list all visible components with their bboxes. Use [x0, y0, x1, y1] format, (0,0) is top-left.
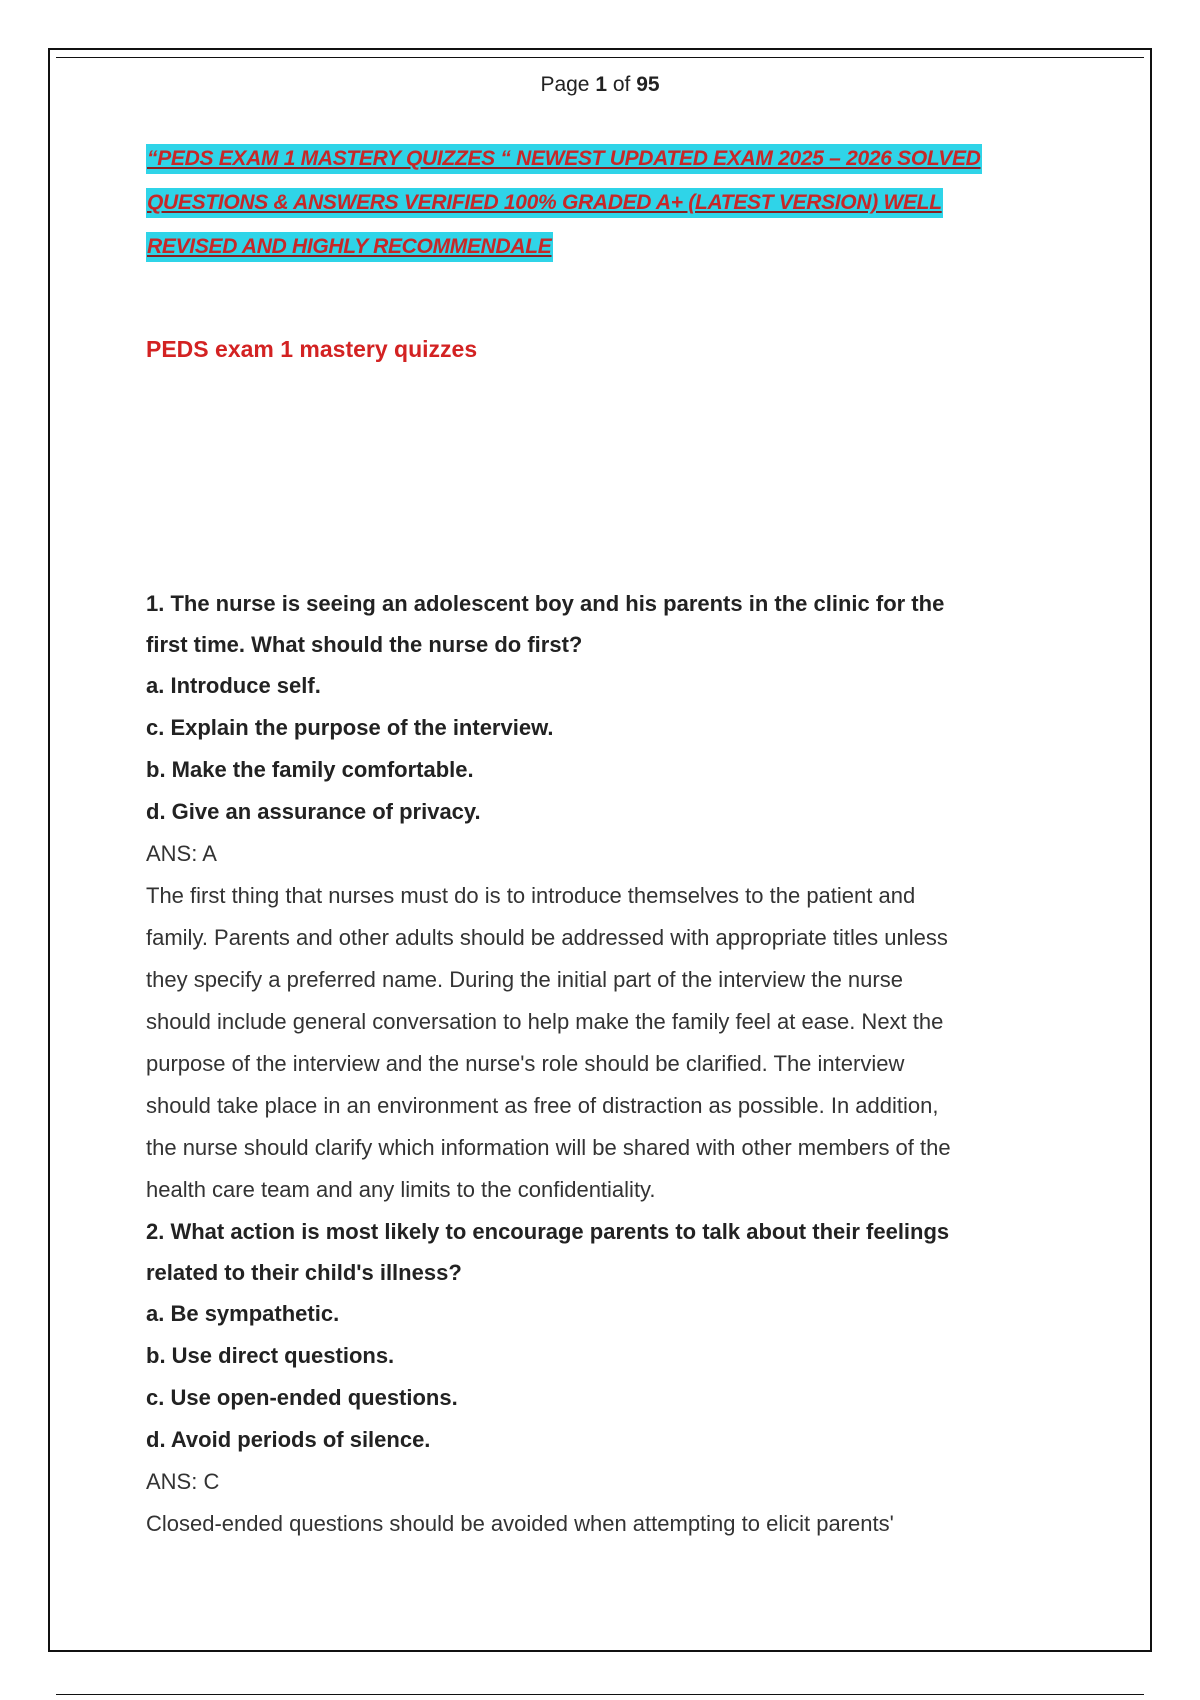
- explanation-line: The first thing that nurses must do is to introduce themselves to the patient and: [146, 883, 916, 908]
- explanation-line: they specify a preferred name. During the initial part of the interview the nurse: [146, 967, 903, 992]
- explanation-line: purpose of the interview and the nurse's role should be clarified. The interview: [146, 1051, 905, 1076]
- answer-option: c. Use open-ended questions.: [146, 1385, 458, 1410]
- explanation: [146, 1503, 1046, 1545]
- question-text: [146, 583, 1046, 665]
- answer-option: d. Avoid periods of silence.: [146, 1427, 431, 1452]
- question-block: [146, 1211, 1046, 1545]
- question-line: 2. What action is most likely to encourage parents to talk about their feelings: [146, 1219, 950, 1244]
- question-line: first time. What should the nurse do first?: [146, 632, 583, 657]
- page-total: 95: [636, 73, 660, 96]
- explanation-line: should take place in an environment as free of distraction as possible. In addition,: [146, 1093, 939, 1118]
- answer-option: b. Use direct questions.: [146, 1343, 395, 1368]
- answer-option: a. Be sympathetic.: [146, 1301, 340, 1326]
- question-block: [146, 583, 1046, 1211]
- title-line: REVISED AND HIGHLY RECOMMENDALE: [146, 232, 553, 262]
- answer-option: a. Introduce self.: [146, 673, 321, 698]
- bottom-rule: [56, 1694, 1144, 1695]
- answer-option: d. Give an assurance of privacy.: [146, 799, 481, 824]
- section-heading: PEDS exam 1 mastery quizzes: [146, 336, 478, 362]
- page-current: 1: [595, 73, 608, 96]
- answer-key: ANS: A: [146, 841, 217, 866]
- explanation-line: should include general conversation to help make the family feel at ease. Next the: [146, 1009, 944, 1034]
- explanation-line: the nurse should clarify which information will be shared with other members of the: [146, 1135, 951, 1160]
- explanation-line: health care team and any limits to the confidentiality.: [146, 1177, 656, 1202]
- question-line: 1. The nurse is seeing an adolescent boy and his parents in the clinic for the: [146, 591, 945, 616]
- question-line: related to their child's illness?: [146, 1260, 462, 1285]
- page-label: Page: [540, 73, 596, 96]
- answer-option: c. Explain the purpose of the interview.: [146, 715, 554, 740]
- title-line: “PEDS EXAM 1 MASTERY QUIZZES “ NEWEST UPDATED EXAM 2025 – 2026 SOLVED: [146, 144, 982, 174]
- explanation-line: family. Parents and other adults should be addressed with appropriate titles unless: [146, 925, 948, 950]
- answer-option: b. Make the family comfortable.: [146, 757, 474, 782]
- page-of-label: of: [607, 73, 637, 96]
- answer-key: ANS: C: [146, 1469, 220, 1494]
- top-rule: [56, 57, 1144, 58]
- explanation: [146, 875, 1046, 1211]
- explanation-line: Closed-ended questions should be avoided when attempting to elicit parents': [146, 1511, 894, 1536]
- quiz-content: [146, 583, 1046, 1545]
- title-line: QUESTIONS & ANSWERS VERIFIED 100% GRADED A+ (LATEST VERSION) WELL: [146, 188, 943, 218]
- page-number: [0, 73, 1200, 97]
- document-title: [146, 144, 1066, 276]
- question-text: [146, 1211, 1046, 1293]
